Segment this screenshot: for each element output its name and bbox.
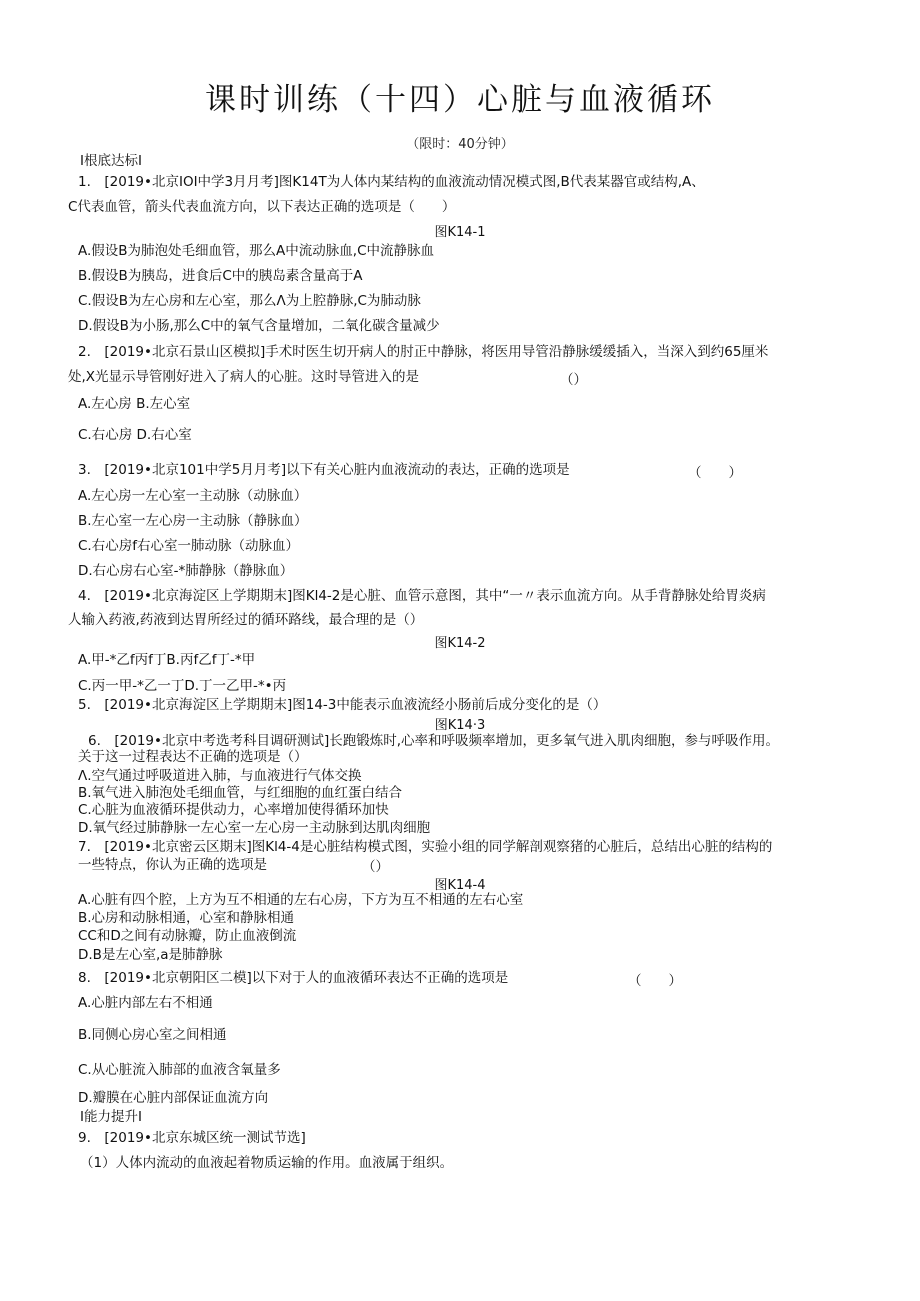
- question-5-stem: 5. [2019•北京海淀区上学期期末]图14-3中能表示血液流经小肠前后成分变化的是（）: [78, 697, 607, 713]
- question-3-option-a: A.左心房一左心室一主动脉（动脉血）: [78, 488, 308, 504]
- section-heading-advanced: I能力提升I: [80, 1109, 142, 1125]
- figure-caption-k14-4: 图K14-4: [434, 878, 486, 893]
- question-9-stem: 9. [2019•北京东城区统一测试节选]: [78, 1130, 306, 1146]
- question-4-options-cd: C.丙一甲-*乙一丁D.丁一乙甲-*•丙: [78, 678, 287, 694]
- figure-caption-k14-1: 图K14-1: [434, 225, 486, 240]
- question-6-option-a: Λ.空气通过呼吸道进入肺，与血液进行气体交换: [78, 768, 362, 784]
- question-7-stem-cont: 一些特点，你认为正确的选项是: [78, 857, 267, 873]
- question-1-stem: 1. [2019•北京IOI中学3月月考]图K14T为人体内某结构的血液流动情况模式图,B代表某器官或结构,A、: [78, 174, 705, 190]
- question-7-answer-paren: （）: [362, 859, 389, 875]
- question-2-answer-paren: （）: [560, 372, 587, 388]
- question-4-stem: 4. [2019•北京海淀区上学期期末]图Kl4-2是心脏、血管示意图，其中“一〃表示血流方向。从手背静脉处给胃炎病: [78, 588, 766, 604]
- question-7-option-d: D.B是左心室,a是肺静脉: [78, 947, 223, 963]
- question-6-option-c: C.心脏为血液循环提供动力，心率增加使得循环加快: [78, 802, 389, 818]
- question-3-answer-paren: （ ）: [688, 465, 742, 481]
- question-3-option-c: C.右心房f右心室一肺动脉（动脉血）: [78, 538, 299, 554]
- question-7-stem: 7. [2019•北京密云区期末]图Kl4-4是心脏结构模式图，实验小组的同学解剖观察猪的心脏后，总结出心脏的结构的: [78, 839, 773, 855]
- section-heading-basic: I根底达标I: [80, 153, 142, 169]
- question-2-stem-cont: 处,X光显示导管刚好进入了病人的心脏。这时导管进入的是: [68, 369, 420, 385]
- figure-caption-k14-2: 图K14-2: [434, 636, 486, 651]
- question-7-option-b: B.心房和动脉相通，心室和静脉相通: [78, 910, 295, 926]
- question-2-options-cd: C.右心房 D.右心室: [78, 427, 192, 443]
- question-6-option-b: B.氧气进入肺泡处毛细血管，与红细胞的血红蛋白结合: [78, 785, 403, 801]
- question-1-stem-cont: C代表血管，箭头代表血流方向，以下表达正确的选项是（ ）: [68, 199, 456, 215]
- question-7-option-a: A.心脏有四个腔，上方为互不相通的左右心房，下方为互不相通的左右心室: [78, 892, 524, 908]
- time-limit: （限时：40分钟）: [406, 137, 514, 152]
- question-4-stem-cont: 人输入药液,药液到达胃所经过的循环路线，最合理的是（）: [68, 612, 424, 628]
- question-4-options-ab: A.甲-*乙f丙f丁B.丙f乙f丁-*甲: [78, 652, 256, 668]
- question-2-stem: 2. [2019•北京石景山区模拟]手术时医生切开病人的肘正中静脉，将医用导管沿静脉缓缓插入，当深入到约65厘米: [78, 344, 769, 360]
- question-6-option-d: D.氧气经过肺静脉一左心室一左心房一主动脉到达肌肉细胞: [78, 820, 431, 836]
- question-1-option-b: B.假设B为胰岛，进食后C中的胰岛素含量高于A: [78, 268, 363, 284]
- question-3-stem: 3. [2019•北京101中学5月月考]以下有关心脏内血液流动的表达，正确的选项是: [78, 462, 570, 478]
- question-2-options-ab: A.左心房 B.左心室: [78, 396, 191, 412]
- page-title: 课时训练（十四）心脏与血液循环: [205, 82, 715, 118]
- question-3-option-b: B.左心室一左心房一主动脉（静脉血）: [78, 513, 308, 529]
- question-1-option-c: C.假设B为左心房和左心室，那么Λ为上腔静脉,C为肺动脉: [78, 293, 421, 309]
- question-8-option-b: B.同侧心房心室之间相通: [78, 1027, 227, 1043]
- question-6-stem: 6. [2019•北京中考选考科目调研测试]长跑锻炼时,心率和呼吸频率增加，更多氧气进入肌肉细胞，参与呼吸作用。: [88, 733, 780, 749]
- question-1-option-d: D.假设B为小肠,那么C中的氧气含量增加，二氧化碳含量减少: [78, 318, 440, 334]
- question-6-stem-cont: 关于这一过程表达不正确的选项是（）: [78, 749, 308, 765]
- question-8-stem: 8. [2019•北京朝阳区二模]以下对于人的血液循环表达不正确的选项是: [78, 970, 509, 986]
- question-3-option-d: D.右心房右心室-*肺静脉（静脉血）: [78, 563, 294, 579]
- figure-caption-k14-3: 图K14·3: [434, 718, 486, 733]
- question-8-option-a: A.心脏内部左右不相通: [78, 995, 213, 1011]
- question-1-option-a: A.假设B为肺泡处毛细血管，那么A中流动脉血,C中流静脉血: [78, 243, 435, 259]
- question-8-answer-paren: （ ）: [628, 973, 682, 989]
- question-8-option-d: D.瓣膜在心脏内部保证血流方向: [78, 1090, 269, 1106]
- question-8-option-c: C.从心脏流入肺部的血液含氧量多: [78, 1062, 281, 1078]
- question-7-option-c: CC和D之间有动脉瓣，防止血液倒流: [78, 928, 297, 944]
- question-9-sub-1: （1）人体内流动的血液起着物质运输的作用。血液属于组织。: [80, 1155, 454, 1171]
